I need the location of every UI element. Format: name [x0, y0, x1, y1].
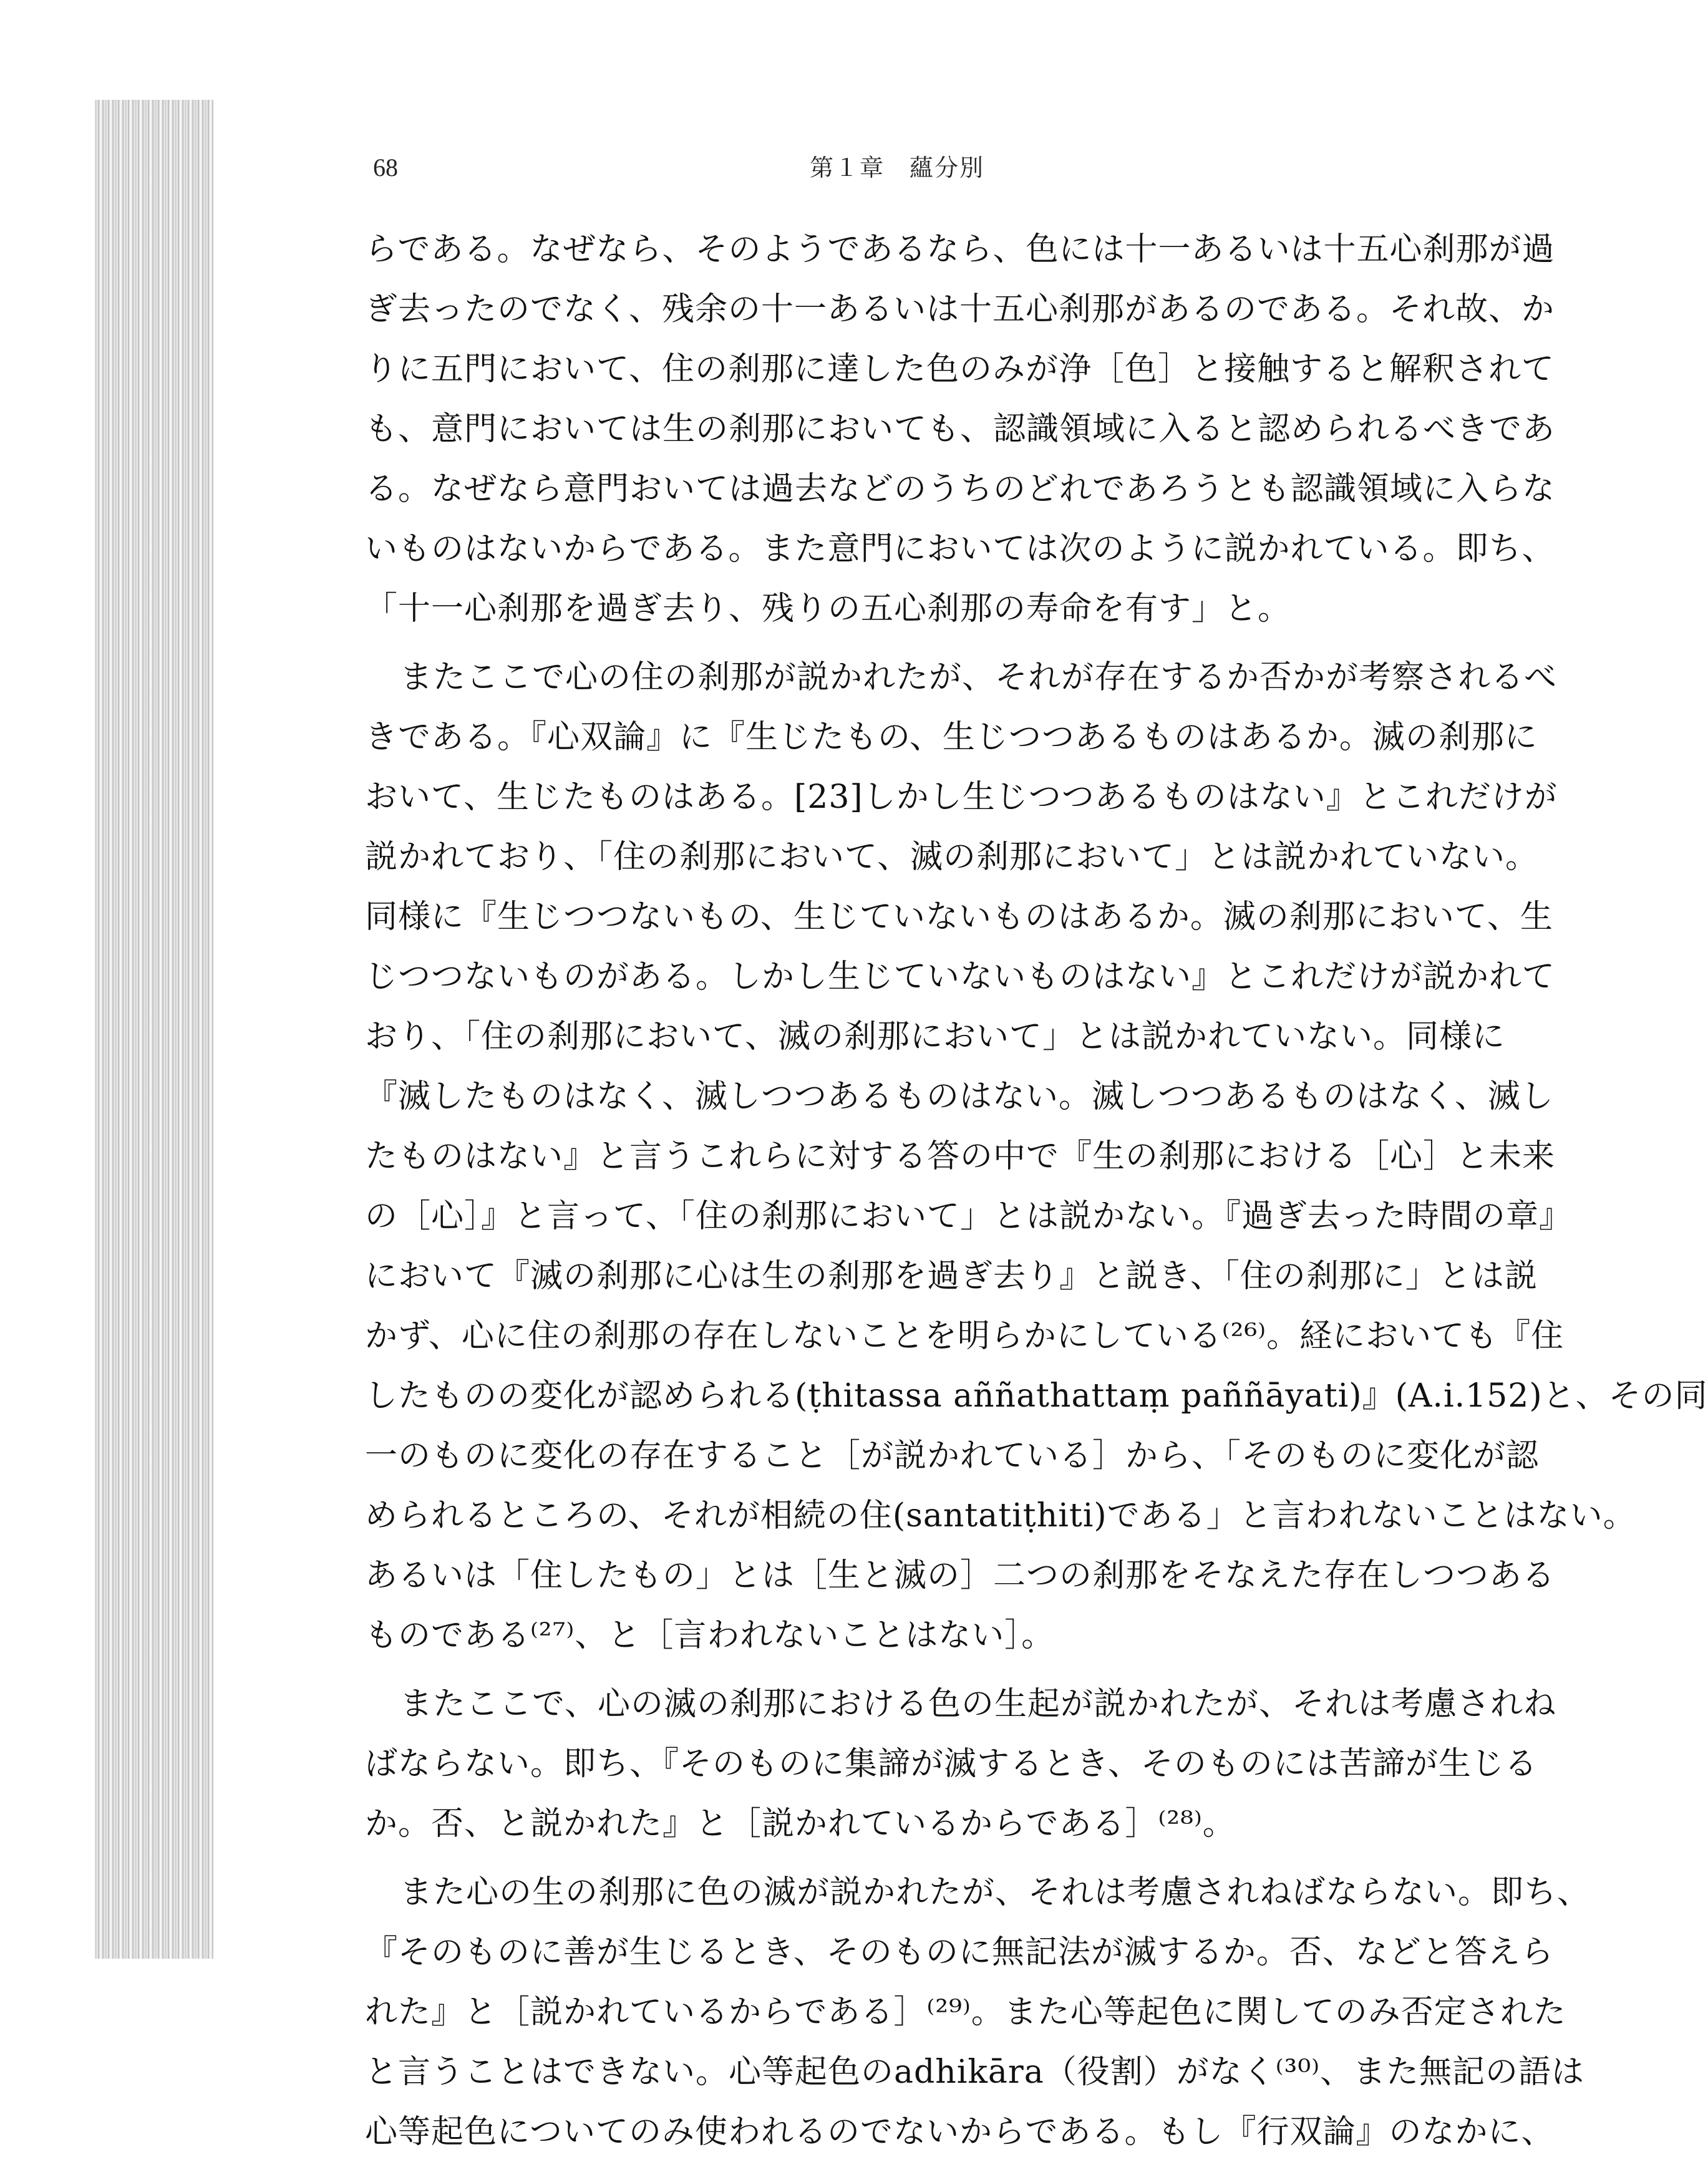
text-line: 『そのものに善が生じるとき、そのものに無記法が滅するか。否、などと答えら: [365, 1934, 1554, 1971]
text-line: 説かれており、「住の刹那において、滅の刹那において」とは説かれていない。: [365, 838, 1538, 876]
text-line: 心等起色についてのみ使われるのでないからである。もし『行双論』のなかに、: [365, 2113, 1555, 2151]
text-line: の［心］』と言って、「住の刹那において」とは説かない。『過ぎ去った時間の章』: [365, 1198, 1572, 1235]
text-line: められるところの、それが相続の住(santatiṭhiti)である」と言われないことはない。: [365, 1497, 1636, 1534]
text-line: たものはない』と言うこれらに対する答の中で『生の刹那における［心］と未来: [365, 1138, 1556, 1175]
text-line: か。否、と説かれた』と［説かれているからである］⁽²⁸⁾。: [365, 1805, 1236, 1843]
text-line: あるいは「住したもの」とは［生と滅の］二つの刹那をそなえた存在しつつある: [365, 1557, 1556, 1594]
text-line: 『滅したものはなく、滅しつつあるものはない。滅しつつあるものはなく、滅し: [365, 1078, 1554, 1115]
text-line: 同様に『生じつつないもの、生じていないものはあるか。滅の刹那において、生: [365, 898, 1553, 936]
text-line: したものの変化が認められる(ṭhitassa aññathattaṃ paññāyati)』(A.i.152)と、その同: [365, 1377, 1708, 1415]
text-line: りに五門において、住の刹那に達した色のみが浄［色］と接触すると解釈されて: [365, 351, 1555, 388]
text-line: また心の生の刹那に色の滅が説かれたが、それは考慮されねばならない。即ち、: [400, 1874, 1591, 1911]
text-line: きである。『心双論』に『生じたもの、生じつつあるものはあるか。滅の刹那に: [365, 719, 1538, 756]
text-line: も、意門においては生の刹那においても、認識領域に入ると認められるべきであ: [365, 410, 1556, 448]
text-line: おいて、生じたものはある。[23]しかし生じつつあるものはない』とこれだけが: [365, 778, 1558, 816]
text-line: かず、心に住の刹那の存在しないことを明らかにしている⁽²⁶⁾。経においても『住: [365, 1317, 1565, 1355]
text-line: において『滅の刹那に心は生の刹那を過ぎ去り』と説き、「住の刹那に」とは説: [365, 1258, 1538, 1295]
running-head: 第１章 蘊分別: [810, 154, 985, 182]
text-line: 「十一心刹那を過ぎ去り、残りの五心刹那の寿命を有す」と。: [365, 590, 1291, 628]
text-line: ぎ去ったのでなく、残余の十一あるいは十五心刹那があるのである。それ故、か: [365, 291, 1555, 328]
text-line: らである。なぜなら、そのようであるなら、色には十一あるいは十五心刹那が過: [365, 231, 1555, 268]
text-line: と言うことはできない。心等起色のadhikāra（役割）がなく⁽³⁰⁾、また無記の語は: [365, 2053, 1585, 2091]
text-line: れた』と［説かれているからである］⁽²⁹⁾。また心等起色に関してのみ否定された: [365, 1994, 1566, 2031]
book-spine-shadow: [95, 100, 213, 1959]
text-line: ものである⁽²⁷⁾、と［言われないことはない］。: [365, 1617, 1055, 1654]
text-line: またここで心の住の刹那が説かれたが、それが存在するか否かが考察されるべ: [400, 659, 1558, 696]
text-line: またここで、心の滅の刹那における色の生起が説かれたが、それは考慮されね: [400, 1685, 1556, 1723]
text-line: ばならない。即ち、『そのものに集諦が滅するとき、そのものには苦諦が生じる: [365, 1745, 1538, 1783]
body-text: [365, 220, 1708, 2162]
text-line: いものはないからである。また意門においては次のように説かれている。即ち、: [365, 530, 1555, 568]
text-line: 一のものに変化の存在すること［が説かれている］から、「そのものに変化が認: [365, 1437, 1540, 1475]
text-line: る。なぜなら意門おいては過去などのうちのどれであろうとも認識領域に入らな: [365, 470, 1556, 508]
text-line: おり、「住の刹那において、滅の刹那において」とは説かれていない。同様に: [365, 1018, 1505, 1055]
text-line: じつつないものがある。しかし生じていないものはない』とこれだけが説かれて: [365, 958, 1556, 996]
page-number: 68: [373, 153, 398, 182]
